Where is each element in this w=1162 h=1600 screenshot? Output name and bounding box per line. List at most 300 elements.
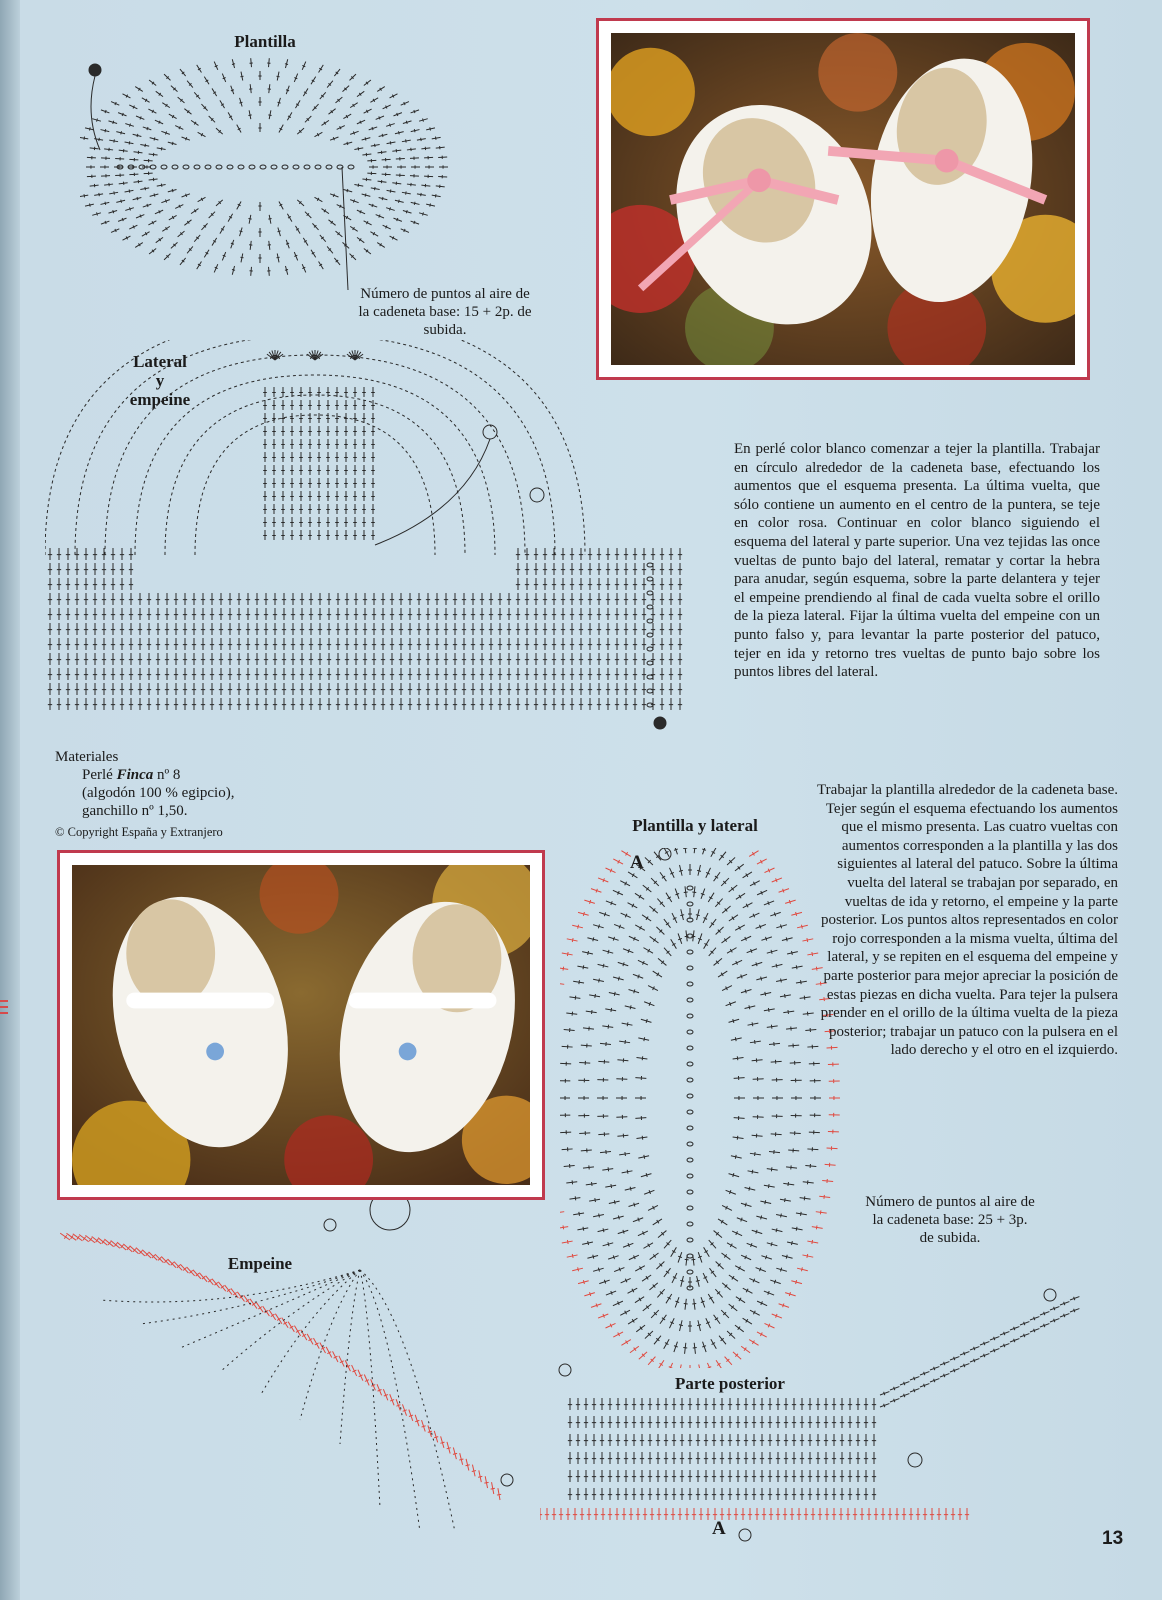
stitch-mark <box>392 149 401 152</box>
stitch-mark <box>180 69 186 76</box>
stitch-mark <box>354 608 358 620</box>
stitch-mark <box>219 668 223 680</box>
stitch-mark <box>552 638 556 650</box>
stitch-mark <box>808 1488 812 1500</box>
stitch-mark <box>123 94 131 98</box>
stitch-mark <box>696 1488 700 1500</box>
stitch-mark <box>840 1434 844 1446</box>
stitch-mark <box>111 668 115 680</box>
stitch-mark <box>691 930 695 941</box>
stitch-mark <box>319 262 324 270</box>
stitch-mark <box>309 683 313 695</box>
stitch-mark <box>272 452 276 462</box>
stitch-mark <box>693 848 697 853</box>
stitch-mark <box>210 698 214 710</box>
stitch-mark <box>516 563 520 575</box>
stitch-mark <box>669 608 673 620</box>
fan-row <box>260 1270 360 1396</box>
stitch-mark <box>281 387 285 397</box>
stitch-mark <box>741 1508 745 1520</box>
stitch-mark <box>709 948 716 956</box>
stitch-mark <box>300 608 304 620</box>
stitch-mark <box>600 1150 611 1154</box>
stitch-mark <box>744 1452 748 1464</box>
stitch-mark <box>395 200 404 203</box>
stitch-mark <box>129 683 133 695</box>
stitch-mark <box>615 578 619 590</box>
stitch-mark <box>616 1077 627 1081</box>
stitch-mark <box>617 1058 628 1062</box>
stitch-mark <box>669 653 673 665</box>
stitch-mark <box>344 517 348 527</box>
stitch-mark <box>393 113 401 116</box>
stitch-mark <box>201 608 205 620</box>
stitch-mark <box>910 1389 919 1393</box>
stitch-mark <box>435 698 439 710</box>
stitch-mark <box>264 623 268 635</box>
stitch-mark <box>736 1488 740 1500</box>
stitch-mark <box>381 593 385 605</box>
stitch-mark <box>66 563 70 575</box>
stitch-mark <box>399 623 403 635</box>
stitch-mark <box>117 1242 126 1250</box>
stitch-mark <box>150 194 159 197</box>
stitch-mark <box>1030 1329 1039 1333</box>
stitch-mark <box>606 638 610 650</box>
stitch-mark <box>291 638 295 650</box>
stitch-mark <box>525 623 529 635</box>
stitch-mark <box>648 1470 652 1482</box>
stitch-mark <box>800 996 811 1000</box>
stitch-mark <box>335 530 339 540</box>
stitch-mark <box>308 504 312 514</box>
stitch-mark <box>748 1508 752 1520</box>
stitch-mark <box>444 668 448 680</box>
stitch-mark <box>125 189 134 192</box>
stitch-mark <box>453 1447 457 1459</box>
stitch-mark <box>840 1416 844 1428</box>
stitch-mark <box>597 668 601 680</box>
stitch-mark <box>362 491 366 501</box>
stitch-mark <box>421 147 430 150</box>
stitch-mark <box>268 215 271 224</box>
stitch-mark <box>444 683 448 695</box>
stitch-mark <box>812 1225 823 1229</box>
stitch-mark <box>752 1058 763 1062</box>
stitch-mark <box>101 157 110 160</box>
stitch-mark <box>704 1470 708 1482</box>
stitch-mark <box>345 638 349 650</box>
stitch-mark <box>201 593 205 605</box>
stitch-mark <box>757 890 767 895</box>
stitch-mark <box>363 608 367 620</box>
stitch-mark <box>660 653 664 665</box>
stitch-mark <box>182 137 190 140</box>
stitch-mark <box>598 964 609 968</box>
stitch-mark <box>768 1470 772 1482</box>
stitch-mark <box>317 465 321 475</box>
stitch-mark <box>157 184 166 187</box>
stitch-mark <box>379 197 388 200</box>
stitch-mark <box>282 653 286 665</box>
stitch-mark <box>559 1508 563 1520</box>
stitch-mark <box>516 548 520 560</box>
stitch-mark <box>335 413 339 423</box>
stitch-mark <box>403 121 412 124</box>
stitch-mark <box>327 638 331 650</box>
stitch-mark <box>459 1453 463 1465</box>
chain-stitch <box>687 1206 693 1210</box>
stitch-mark <box>712 1470 716 1482</box>
stitch-mark <box>440 1436 444 1448</box>
stitch-mark <box>736 1416 740 1428</box>
arch-row <box>75 340 555 555</box>
chain-stitch <box>687 886 693 890</box>
stitch-mark <box>372 698 376 710</box>
stitch-mark <box>752 1134 763 1138</box>
stitch-mark <box>800 1416 804 1428</box>
stitch-mark <box>728 1452 732 1464</box>
stitch-mark <box>285 59 288 68</box>
stitch-mark <box>615 653 619 665</box>
stitch-mark <box>767 1167 778 1171</box>
stitch-mark <box>471 668 475 680</box>
stitch-mark <box>824 1470 828 1482</box>
stitch-mark <box>749 851 758 857</box>
stitch-mark <box>291 608 295 620</box>
stitch-mark <box>84 683 88 695</box>
stitch-mark <box>800 1488 804 1500</box>
stitch-mark <box>900 1394 909 1398</box>
stitch-mark <box>216 200 223 206</box>
stitch-mark <box>669 563 673 575</box>
stitch-mark <box>326 504 330 514</box>
stitch-mark <box>543 668 547 680</box>
stitch-mark <box>149 248 156 254</box>
stitch-mark <box>220 226 225 234</box>
stitch-mark <box>561 608 565 620</box>
stitch-mark <box>248 215 251 224</box>
stitch-mark <box>674 848 678 854</box>
stitch-mark <box>642 698 646 710</box>
chain-stitch <box>194 165 200 169</box>
stitch-mark <box>426 623 430 635</box>
stitch-mark <box>579 608 583 620</box>
stitch-mark <box>752 1398 756 1410</box>
stitch-mark <box>633 548 637 560</box>
stitch-mark <box>210 668 214 680</box>
stitch-mark <box>756 924 766 928</box>
stitch-mark <box>372 638 376 650</box>
stitch-mark <box>664 1240 671 1248</box>
stitch-mark <box>272 387 276 397</box>
stitch-mark <box>288 1322 294 1332</box>
stitch-mark <box>209 212 215 218</box>
stitch-mark <box>756 1216 767 1220</box>
stitch-mark <box>80 137 88 140</box>
yarn-line <box>375 439 490 545</box>
stitch-mark <box>635 925 645 930</box>
stitch-mark <box>390 698 394 710</box>
stitch-mark <box>744 1470 748 1482</box>
stitch-mark <box>608 1508 612 1520</box>
stitch-mark <box>829 1079 840 1083</box>
stitch-mark <box>192 593 196 605</box>
stitch-mark <box>586 1010 597 1014</box>
stitch-mark <box>810 1113 821 1117</box>
stitch-mark <box>615 563 619 575</box>
stitch-mark <box>372 623 376 635</box>
plantilla-lateral-title: Plantilla y lateral <box>632 816 758 835</box>
stitch-mark <box>326 465 330 475</box>
stitch-mark <box>282 668 286 680</box>
stitch-mark <box>651 608 655 620</box>
stitch-mark <box>832 1470 836 1482</box>
stitch-mark <box>120 593 124 605</box>
stitch-mark <box>688 1398 692 1410</box>
chain-stitch <box>315 165 321 169</box>
stitch-mark <box>330 194 338 197</box>
stitch-mark <box>1030 1317 1039 1321</box>
stitch-mark <box>168 189 177 192</box>
stitch-mark <box>286 86 289 94</box>
stitch-mark <box>622 1508 626 1520</box>
stitch-mark <box>147 668 151 680</box>
stitch-mark <box>317 478 321 488</box>
stitch-mark <box>399 653 403 665</box>
stitch-mark <box>588 548 592 560</box>
stitch-mark <box>273 623 277 635</box>
stitch-mark <box>597 653 601 665</box>
stitch-mark <box>210 683 214 695</box>
stitch-mark <box>568 1416 572 1428</box>
stitch-mark <box>336 623 340 635</box>
stitch-mark <box>426 608 430 620</box>
stitch-mark <box>387 141 396 144</box>
stitch-mark <box>712 1488 716 1500</box>
stitch-mark <box>606 593 610 605</box>
stitch-mark <box>688 864 692 875</box>
stitch-mark <box>678 563 682 575</box>
stitch-mark <box>148 221 156 225</box>
stitch-mark <box>87 175 96 178</box>
stitch-mark <box>210 653 214 665</box>
stitch-mark <box>784 1416 788 1428</box>
stitch-mark <box>606 578 610 590</box>
stitch-mark <box>317 530 321 540</box>
stitch-mark <box>134 180 143 183</box>
stitch-mark <box>534 623 538 635</box>
stitch-mark <box>568 1434 572 1446</box>
stitch-mark <box>576 1470 580 1482</box>
stitch-mark <box>516 668 520 680</box>
stitch-mark <box>165 698 169 710</box>
stitch-mark <box>327 668 331 680</box>
stitch-mark <box>480 608 484 620</box>
stitch-mark <box>786 1027 797 1031</box>
stitch-mark <box>201 683 205 695</box>
stitch-mark <box>583 1027 594 1031</box>
stitch-mark <box>872 1398 876 1410</box>
stitch-mark <box>561 683 565 695</box>
stitch-mark <box>641 1173 652 1177</box>
stitch-mark <box>498 623 502 635</box>
stitch-mark <box>344 491 348 501</box>
stitch-mark <box>136 116 144 119</box>
stitch-mark <box>525 548 529 560</box>
stitch-mark <box>832 1434 836 1446</box>
stitch-mark <box>629 1508 633 1520</box>
stitch-mark <box>741 1203 752 1207</box>
stitch-mark <box>93 683 97 695</box>
stitch-mark <box>165 683 169 695</box>
stitch-mark <box>642 548 646 560</box>
stitch-mark <box>745 1187 756 1191</box>
stitch-mark <box>237 201 241 209</box>
stitch-mark <box>362 153 371 156</box>
stitch-mark <box>299 504 303 514</box>
stitch-mark <box>383 165 392 168</box>
stitch-mark <box>417 683 421 695</box>
stitch-mark <box>309 653 313 665</box>
stitch-mark <box>57 578 61 590</box>
stitch-mark <box>790 1508 794 1520</box>
stitch-mark <box>864 1452 868 1464</box>
stitch-mark <box>408 683 412 695</box>
stitch-mark <box>281 530 285 540</box>
stitch-mark <box>980 1354 989 1358</box>
stitch-mark <box>120 698 124 710</box>
stitch-mark <box>263 517 267 527</box>
stitch-mark <box>722 936 731 943</box>
stitch-mark <box>327 653 331 665</box>
stitch-mark <box>648 1488 652 1500</box>
stitch-mark <box>776 1452 780 1464</box>
stitch-mark <box>616 1488 620 1500</box>
stitch-mark <box>263 465 267 475</box>
stitch-mark <box>588 623 592 635</box>
stitch-mark <box>48 623 52 635</box>
stitch-mark <box>579 1061 590 1065</box>
stitch-mark <box>100 165 109 168</box>
stitch-mark <box>543 653 547 665</box>
stitch-mark <box>300 668 304 680</box>
stitch-mark <box>910 1377 919 1381</box>
chain-stitch <box>293 165 299 169</box>
stitch-mark <box>578 1114 589 1118</box>
stitch-mark <box>784 1398 788 1410</box>
stitch-mark <box>318 608 322 620</box>
fan-row <box>340 1270 360 1444</box>
stitch-mark <box>66 623 70 635</box>
stitch-mark <box>516 653 520 665</box>
stitch-mark <box>632 1452 636 1464</box>
stitch-mark <box>727 948 736 954</box>
chain-stitch <box>647 647 653 651</box>
stitch-mark <box>606 653 610 665</box>
stitch-mark <box>656 1434 660 1446</box>
stitch-mark <box>116 200 125 203</box>
stitch-mark <box>311 250 316 258</box>
stitch-mark <box>688 1488 692 1500</box>
stitch-mark <box>930 1508 934 1520</box>
stitch-mark <box>381 698 385 710</box>
stitch-mark <box>354 668 358 680</box>
stitch-mark <box>568 1470 572 1482</box>
stitch-mark <box>736 1470 740 1482</box>
stitch-mark <box>232 59 235 68</box>
stitch-mark <box>498 593 502 605</box>
stitch-mark <box>671 1247 677 1256</box>
stitch-mark <box>623 1243 633 1247</box>
stitch-mark <box>737 1218 747 1222</box>
stitch-mark <box>156 608 160 620</box>
stitch-mark <box>381 668 385 680</box>
stitch-mark <box>371 504 375 514</box>
stitch-mark <box>432 194 441 197</box>
fan-row <box>360 1270 380 1508</box>
stitch-mark <box>692 1508 696 1520</box>
stitch-mark <box>327 623 331 635</box>
chain-stitch <box>687 1062 693 1066</box>
stitch-mark <box>111 608 115 620</box>
stitch-mark <box>613 890 623 895</box>
stitch-mark <box>92 1236 101 1243</box>
stitch-mark <box>633 683 637 695</box>
stitch-mark <box>66 608 70 620</box>
stitch-mark <box>704 1398 708 1410</box>
stitch-mark <box>336 97 343 103</box>
stitch-mark <box>248 110 251 119</box>
stitch-mark <box>507 683 511 695</box>
stitch-mark <box>654 852 661 861</box>
stitch-mark <box>471 623 475 635</box>
stitch-mark <box>930 1379 939 1383</box>
stitch-mark <box>621 913 631 918</box>
stitch-mark <box>291 668 295 680</box>
stitch-mark <box>291 698 295 710</box>
stitch-mark <box>308 439 312 449</box>
stitch-mark <box>175 126 183 130</box>
stitch-mark <box>909 1508 913 1520</box>
stitch-mark <box>624 608 628 620</box>
stitch-mark <box>93 578 97 590</box>
stitch-mark <box>84 578 88 590</box>
stitch-mark <box>120 578 124 590</box>
stitch-mark <box>93 593 97 605</box>
stitch-mark <box>276 72 279 81</box>
stitch-mark <box>614 924 624 928</box>
stitch-mark <box>672 1416 676 1428</box>
stitch-mark <box>297 128 304 134</box>
stitch-mark <box>390 623 394 635</box>
start-marker <box>89 64 101 76</box>
stitch-mark <box>387 189 396 192</box>
stitch-mark <box>750 881 760 886</box>
stitch-mark <box>198 197 206 201</box>
stitch-mark <box>633 578 637 590</box>
stitch-mark <box>534 638 538 650</box>
stitch-mark <box>150 137 159 140</box>
stitch-mark <box>644 1002 654 1006</box>
stitch-mark <box>678 698 682 710</box>
stitch-mark <box>832 1508 836 1520</box>
stitch-mark <box>201 104 207 111</box>
stitch-mark <box>111 563 115 575</box>
stitch-mark <box>757 859 767 864</box>
stitch-mark <box>326 413 330 423</box>
stitch-mark <box>625 1187 636 1191</box>
